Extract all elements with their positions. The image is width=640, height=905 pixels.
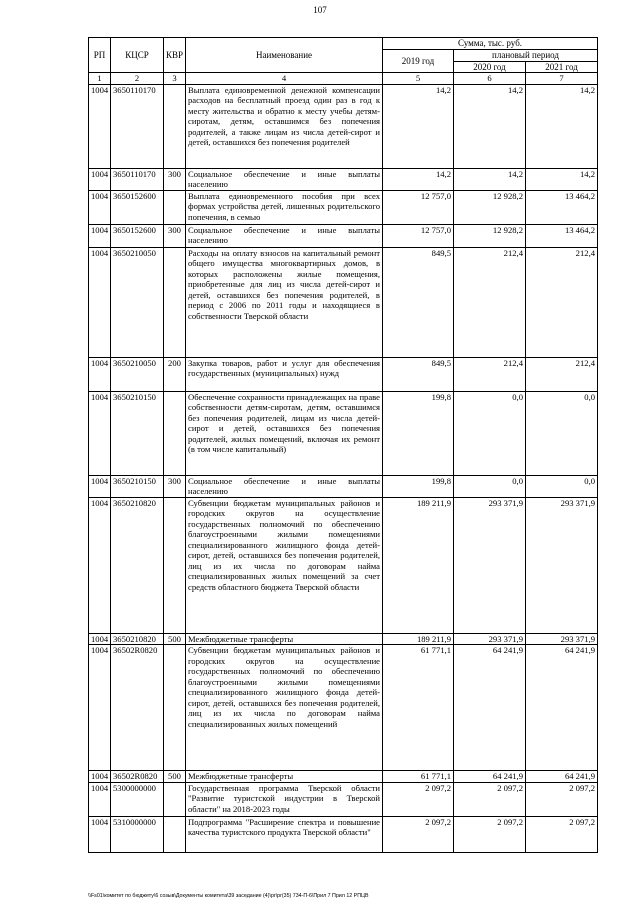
cell-rp: 1004 <box>89 224 111 247</box>
cell-kvr <box>164 247 186 357</box>
cell-kcsr: 3650210150 <box>111 475 164 497</box>
cell-kvr <box>164 84 186 168</box>
cell-name: Расходы на оплату взносов на капитальный ремонт общего имущества многоквартирных домов, в которых расположены жилые помещения, приобретенные для лиц из числа детей-сирот и детей, оставшихся без попечения родителей, в период с 2006 по 2011 годы и находящиеся в собственности Тверской области <box>186 247 383 357</box>
cell-2019: 14,2 <box>383 168 454 190</box>
cell-2019: 12 757,0 <box>383 224 454 247</box>
cell-rp: 1004 <box>89 357 111 391</box>
table-header <box>89 38 598 85</box>
header-kcsr: КЦСР <box>111 38 164 73</box>
header-planned-period: плановый период <box>454 49 598 61</box>
cell-kcsr: 5310000000 <box>111 816 164 852</box>
cell-2021: 293 371,9 <box>526 497 598 633</box>
table-row <box>89 224 598 247</box>
cell-kvr: 300 <box>164 475 186 497</box>
cell-rp: 1004 <box>89 190 111 224</box>
table-row <box>89 357 598 391</box>
cell-kvr <box>164 190 186 224</box>
cell-rp: 1004 <box>89 816 111 852</box>
cell-kcsr: 3650152600 <box>111 190 164 224</box>
cell-2021: 14,2 <box>526 84 598 168</box>
cell-2019: 2 097,2 <box>383 816 454 852</box>
cell-kvr: 500 <box>164 633 186 645</box>
header-sum: Сумма, тыс. руб. <box>383 38 598 50</box>
cell-rp: 1004 <box>89 168 111 190</box>
cell-2020: 212,4 <box>454 247 526 357</box>
cell-name: Государственная программа Тверской области "Развитие туристской индустрии в Тверской области" на 2018-2023 годы <box>186 782 383 816</box>
cell-2020: 12 928,2 <box>454 190 526 224</box>
cell-kvr <box>164 497 186 633</box>
cell-kvr <box>164 645 186 771</box>
cell-kcsr: 3650210150 <box>111 391 164 475</box>
table-row <box>89 633 598 645</box>
table-row <box>89 816 598 852</box>
cell-name: Субвенции бюджетам муниципальных районов и городских округов на осуществление государственных полномочий по обеспечению благоустроенными жилыми помещениями специализированного жилищного фонда детей-сирот, детей, оставшихся без попечения родителей, лиц из их числа по договорам найма специализированных жилых помещений <box>186 645 383 771</box>
header-name: Наименование <box>186 38 383 73</box>
header-year-2020: 2020 год <box>454 61 526 73</box>
cell-2020: 212,4 <box>454 357 526 391</box>
header-year-2019: 2019 год <box>383 49 454 73</box>
cell-2020: 293 371,9 <box>454 633 526 645</box>
cell-2020: 293 371,9 <box>454 497 526 633</box>
cell-kcsr: 3650110170 <box>111 168 164 190</box>
table-body <box>89 84 598 852</box>
cell-kvr: 300 <box>164 168 186 190</box>
cell-kvr <box>164 816 186 852</box>
cell-2021: 212,4 <box>526 357 598 391</box>
cell-rp: 1004 <box>89 247 111 357</box>
table-row <box>89 782 598 816</box>
cell-rp: 1004 <box>89 771 111 783</box>
cell-rp: 1004 <box>89 633 111 645</box>
table-row <box>89 84 598 168</box>
cell-2019: 61 771,1 <box>383 645 454 771</box>
cell-2020: 2 097,2 <box>454 782 526 816</box>
footer-file-path: \\Fs01\комитет по бюджету\6 созыв\Документы комитета\39 заседание (4)\pr\pr(35) 734-П-6\Прил 7 Прил 12 РПЦВ <box>88 893 369 899</box>
cell-kvr: 300 <box>164 224 186 247</box>
cell-2019: 12 757,0 <box>383 190 454 224</box>
cell-2020: 64 241,9 <box>454 771 526 783</box>
cell-2021: 13 464,2 <box>526 190 598 224</box>
budget-table <box>88 37 598 853</box>
header-rp: РП <box>89 38 111 73</box>
cell-2019: 199,8 <box>383 391 454 475</box>
cell-2021: 212,4 <box>526 247 598 357</box>
cell-name: Социальное обеспечение и иные выплаты населению <box>186 168 383 190</box>
table-row <box>89 168 598 190</box>
cell-rp: 1004 <box>89 475 111 497</box>
cell-2020: 0,0 <box>454 475 526 497</box>
cell-kvr: 500 <box>164 771 186 783</box>
cell-kvr: 200 <box>164 357 186 391</box>
cell-name: Социальное обеспечение и иные выплаты населению <box>186 224 383 247</box>
cell-kcsr: 3650110170 <box>111 84 164 168</box>
table-row <box>89 771 598 783</box>
cell-2021: 2 097,2 <box>526 816 598 852</box>
cell-kcsr: 3650152600 <box>111 224 164 247</box>
cell-kvr <box>164 782 186 816</box>
cell-2021: 0,0 <box>526 475 598 497</box>
cell-2019: 849,5 <box>383 357 454 391</box>
table-row <box>89 497 598 633</box>
cell-2019: 189 211,9 <box>383 497 454 633</box>
cell-rp: 1004 <box>89 391 111 475</box>
page-number: 107 <box>313 5 327 15</box>
cell-2020: 0,0 <box>454 391 526 475</box>
table-row <box>89 645 598 771</box>
column-number: 6 <box>454 73 526 85</box>
cell-2019: 189 211,9 <box>383 633 454 645</box>
cell-name: Закупка товаров, работ и услуг для обеспечения государственных (муниципальных) нужд <box>186 357 383 391</box>
column-number: 4 <box>186 73 383 85</box>
cell-2021: 13 464,2 <box>526 224 598 247</box>
column-number: 2 <box>111 73 164 85</box>
cell-2019: 14,2 <box>383 84 454 168</box>
cell-kvr <box>164 391 186 475</box>
column-number: 3 <box>164 73 186 85</box>
column-number: 7 <box>526 73 598 85</box>
cell-kcsr: 36502R0820 <box>111 645 164 771</box>
cell-rp: 1004 <box>89 782 111 816</box>
cell-kcsr: 3650210820 <box>111 497 164 633</box>
column-number: 5 <box>383 73 454 85</box>
cell-name: Обеспечение сохранности принадлежащих на праве собственности детям-сиротам, детям, оставшимся без попечения родителей, лицам из числа детей-сирот и детей, оставшихся без попечения родителей, жилых помещений, включая их ремонт (в том числе капитальный) <box>186 391 383 475</box>
cell-name: Выплата единовременной денежной компенсации расходов на бесплатный проезд один раз в год к месту жительства и обратно к месту учебы детям-сиротам, детям, оставшимся без попечения родителей, а также лицам из числа детей-сирот и детей, оставшихся без попечения родителей <box>186 84 383 168</box>
cell-rp: 1004 <box>89 84 111 168</box>
cell-2021: 293 371,9 <box>526 633 598 645</box>
cell-2019: 199,8 <box>383 475 454 497</box>
table-row <box>89 247 598 357</box>
cell-kcsr: 3650210820 <box>111 633 164 645</box>
cell-2019: 849,5 <box>383 247 454 357</box>
cell-2020: 14,2 <box>454 84 526 168</box>
cell-2020: 14,2 <box>454 168 526 190</box>
cell-rp: 1004 <box>89 645 111 771</box>
cell-name: Подпрограмма "Расширение спектра и повышение качества туристского продукта Тверской области" <box>186 816 383 852</box>
table-row <box>89 190 598 224</box>
cell-rp: 1004 <box>89 497 111 633</box>
header-year-2021: 2021 год <box>526 61 598 73</box>
cell-2021: 64 241,9 <box>526 771 598 783</box>
cell-2020: 12 928,2 <box>454 224 526 247</box>
cell-kcsr: 3650210050 <box>111 247 164 357</box>
cell-name: Выплата единовременного пособия при всех формах устройства детей, лишенных родительского попечения, в семью <box>186 190 383 224</box>
column-number-row <box>89 73 598 85</box>
column-number: 1 <box>89 73 111 85</box>
cell-2021: 2 097,2 <box>526 782 598 816</box>
cell-2021: 64 241,9 <box>526 645 598 771</box>
cell-2021: 0,0 <box>526 391 598 475</box>
cell-kcsr: 3650210050 <box>111 357 164 391</box>
header-kvr: КВР <box>164 38 186 73</box>
cell-name: Межбюджетные трансферты <box>186 771 383 783</box>
cell-2019: 2 097,2 <box>383 782 454 816</box>
table-row <box>89 391 598 475</box>
cell-name: Межбюджетные трансферты <box>186 633 383 645</box>
cell-2020: 2 097,2 <box>454 816 526 852</box>
cell-2021: 14,2 <box>526 168 598 190</box>
cell-2019: 61 771,1 <box>383 771 454 783</box>
cell-name: Субвенции бюджетам муниципальных районов и городских округов на осуществление государственных полномочий по обеспечению благоустроенными жилыми помещениями специализированного жилищного фонда детей-сирот, детей, оставшихся без попечения родителей, лиц из их числа по договорам найма специализированных жилых помещений за счет средств областного бюджета Тверской области <box>186 497 383 633</box>
cell-kcsr: 36502R0820 <box>111 771 164 783</box>
cell-kcsr: 5300000000 <box>111 782 164 816</box>
cell-2020: 64 241,9 <box>454 645 526 771</box>
cell-name: Социальное обеспечение и иные выплаты населению <box>186 475 383 497</box>
table-row <box>89 475 598 497</box>
